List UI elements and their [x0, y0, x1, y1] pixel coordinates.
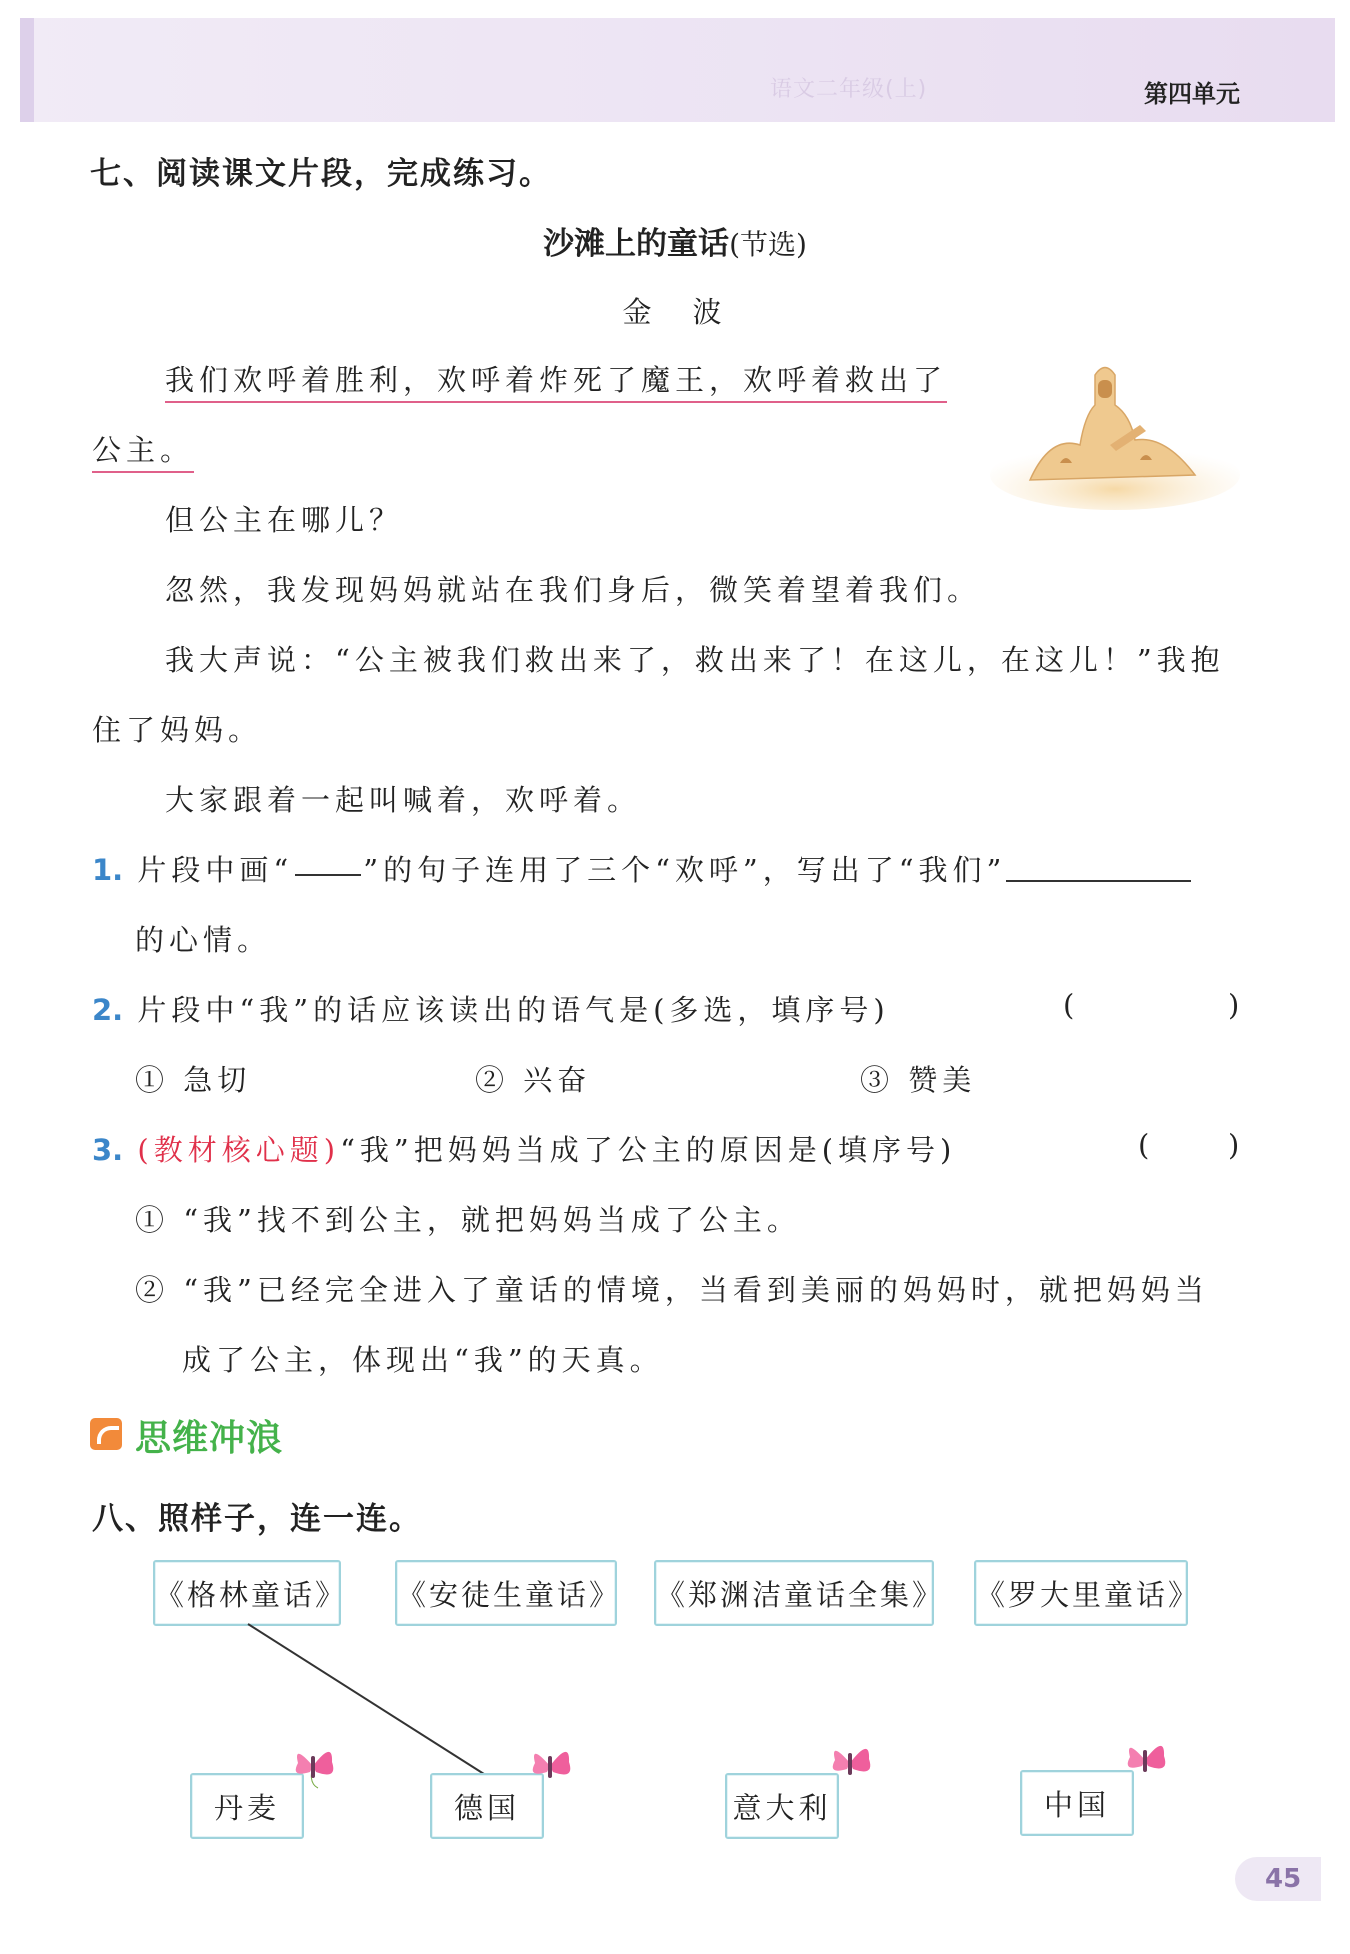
- question-2-option-3: ③ 赞美: [860, 1063, 977, 1097]
- question-1-text-a: 片段中画“: [137, 853, 294, 887]
- butterfly-icon: [525, 1738, 575, 1794]
- passage-title: [0, 218, 1350, 263]
- passage-p1-line2: [92, 428, 194, 469]
- book-box-zheng-yuanjie[interactable]: [654, 1560, 945, 1626]
- book-andersen: 《安徒生童话》: [397, 1577, 622, 1612]
- passage-p4-line2: 住了妈妈。: [92, 713, 263, 747]
- underline-sample-mark: [295, 874, 361, 876]
- book-box-andersen[interactable]: [395, 1560, 622, 1626]
- underlined-sentence: 我们欢呼着胜利，欢呼着炸死了魔王，欢呼着救出了: [165, 363, 947, 403]
- country-denmark: 丹麦: [213, 1790, 280, 1825]
- sample-connect-line: [248, 1624, 484, 1774]
- question-2-text: 片段中“我”的话应该读出的语气是(多选，填序号): [137, 993, 890, 1027]
- question-2-paren-left: (: [1063, 988, 1075, 1022]
- answer-blank-1[interactable]: [1006, 880, 1191, 882]
- passage-p5: 大家跟着一起叫喊着，欢呼着。: [165, 783, 642, 817]
- question-3-text: “我”把妈妈当成了公主的原因是(填序号): [340, 1133, 957, 1167]
- unit-label: 第四单元: [1144, 80, 1240, 108]
- question-3-option-2-line1: ② “我”已经完全进入了童话的情境，当看到美丽的妈妈时，就把妈妈当: [135, 1273, 1209, 1307]
- passage-p4-line1: 我大声说：“公主被我们救出来了，救出来了！在这儿，在这儿！”我抱: [165, 643, 1225, 677]
- country-box-china[interactable]: [1020, 1770, 1134, 1836]
- thinking-section-title: 思维冲浪: [135, 1418, 284, 1459]
- passage-title-note: (节选): [729, 228, 807, 261]
- question-1: [92, 848, 1191, 889]
- question-2-option-1: ① 急切: [135, 1063, 252, 1097]
- answer-box-2[interactable]: [1080, 990, 1220, 1030]
- book-zheng-yuanjie: 《郑渊洁童话全集》: [656, 1577, 945, 1612]
- question-1-number: 1.: [92, 853, 124, 887]
- passage-p1-line1: [165, 358, 947, 399]
- question-1-text-b: ”的句子连用了三个“欢呼”，写出了“我们”: [363, 853, 1007, 887]
- sandcastle-illustration: [990, 355, 1240, 510]
- country-china: 中国: [1043, 1787, 1110, 1822]
- question-3-paren-right: ): [1228, 1128, 1240, 1162]
- question-3-option-1: ① “我”找不到公主，就把妈妈当成了公主。: [135, 1203, 801, 1237]
- core-question-tag: (教材核心题): [137, 1133, 341, 1167]
- question-2-paren-right: ): [1228, 988, 1240, 1022]
- country-germany: 德国: [453, 1790, 520, 1825]
- section8-title: 八、照样子，连一连。: [92, 1501, 422, 1537]
- book-box-grimm[interactable]: [153, 1560, 348, 1626]
- question-2-number: 2.: [92, 993, 124, 1027]
- book-box-rodari[interactable]: [974, 1560, 1201, 1626]
- book-grimm: 《格林童话》: [155, 1577, 348, 1612]
- underlined-sentence-end: 公主。: [92, 433, 194, 473]
- question-3-paren-left: (: [1138, 1128, 1150, 1162]
- wave-icon: [90, 1418, 122, 1450]
- header-faint-text: 语文二年级(上): [770, 77, 928, 102]
- header-band: [20, 18, 1335, 122]
- answer-box-3[interactable]: [1155, 1130, 1223, 1170]
- page-number: 45: [1235, 1857, 1321, 1901]
- country-italy: 意大利: [732, 1790, 832, 1825]
- butterfly-icon: [825, 1735, 875, 1791]
- country-box-italy[interactable]: [725, 1773, 839, 1839]
- passage-author: 金 波: [622, 295, 728, 329]
- question-3-option-2-line2: 成了公主，体现出“我”的天真。: [182, 1343, 664, 1377]
- question-3: [92, 1128, 956, 1169]
- question-2: [92, 988, 890, 1029]
- butterfly-icon: [288, 1738, 338, 1794]
- passage-title-text: 沙滩上的童话: [543, 226, 730, 262]
- question-2-option-2: ② 兴奋: [475, 1063, 592, 1097]
- book-rodari: 《罗大里童话》: [976, 1577, 1201, 1612]
- question-3-number: 3.: [92, 1133, 124, 1167]
- section7-title: 七、阅读课文片段，完成练习。: [90, 156, 552, 192]
- passage-p3: 忽然，我发现妈妈就站在我们身后，微笑着望着我们。: [165, 573, 982, 607]
- question-1-text-c: 的心情。: [135, 923, 272, 957]
- country-box-denmark[interactable]: [190, 1773, 304, 1839]
- butterfly-icon: [1120, 1732, 1170, 1788]
- passage-p2: 但公主在哪儿？: [165, 503, 404, 537]
